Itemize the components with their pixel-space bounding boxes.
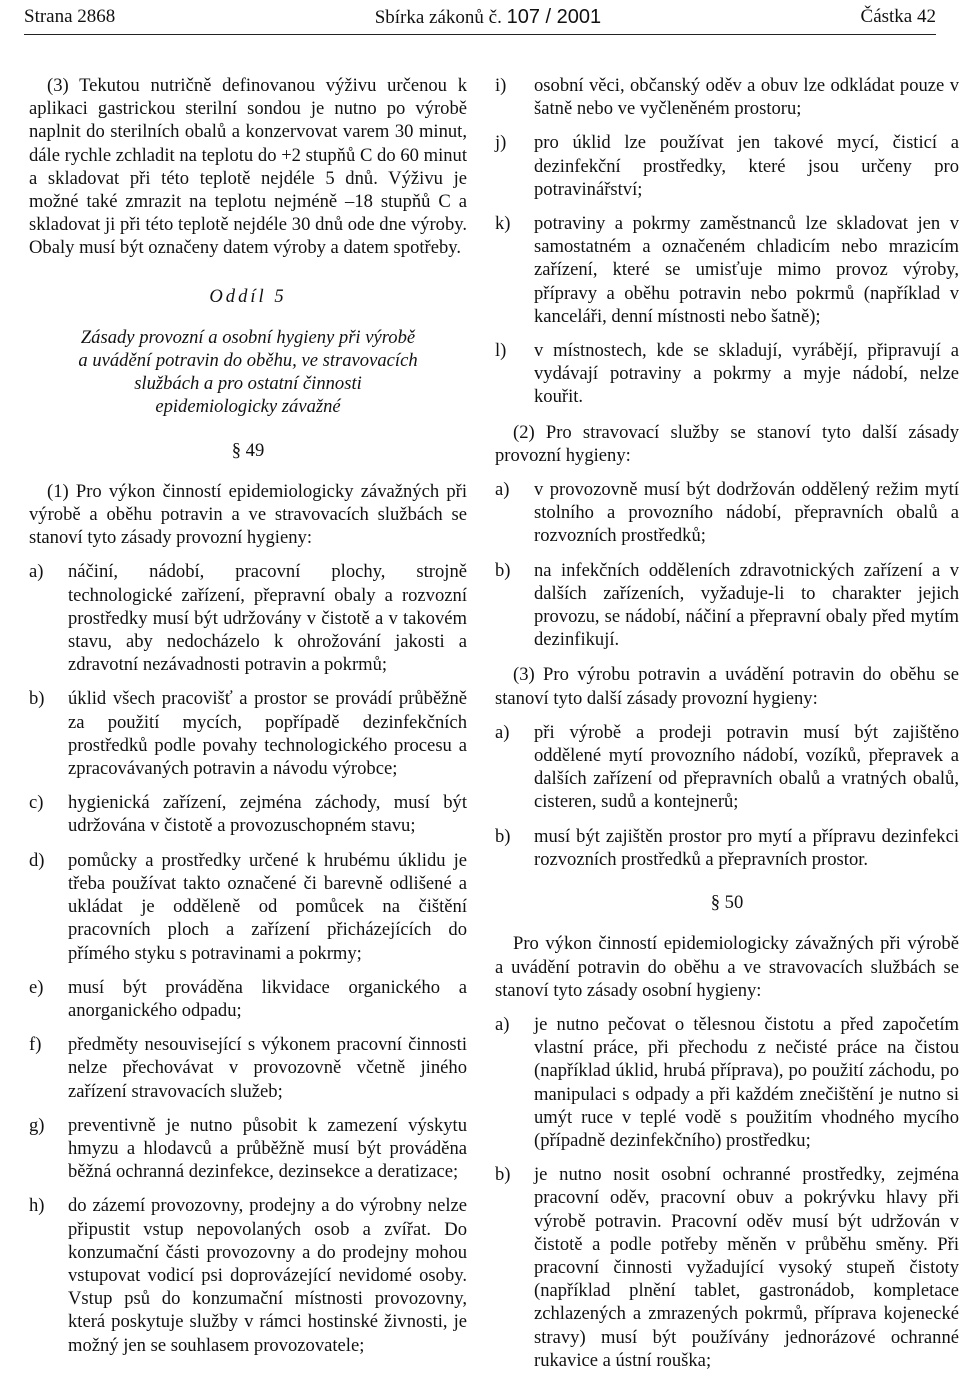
list-item [29,1194,467,1356]
list-label: a) [29,561,44,583]
list-text: pomůcky a prostředky určené k hrubému úklidu je třeba používat takto označené či barevně odlišené a ukládat je odděleně od pomůcek na čištění pracovních ploch a zařízení přicházejících do přímého styku s potravinami a pokrmy; [68,849,467,964]
list-label: k) [495,213,511,235]
list-label: b) [495,1164,511,1186]
section-49-para-3: (3) Pro výrobu potravin a uvádění potravin do oběhu se stanoví tyto další zásady provozní hygieny: [495,664,959,709]
section-49-para-1: (1) Pro výkon činností epidemiologicky závažných při výrobě a oběhu potravin a ve stravovacích službách se stanoví tyto zásady provozní hygieny: [29,480,467,549]
list-item [29,976,467,1022]
list-label: b) [495,825,511,847]
list-item [495,131,959,201]
list-text: osobní věci, občanský oděv a obuv lze odkládat pouze v šatně nebo ve vyčleněném prostoru; [534,75,959,120]
list-label: e) [29,976,44,998]
list-item [495,478,959,548]
list-text: je nutno nosit osobní ochranné prostředky, zejména pracovní oděv, pracovní obuv a pokrývku hlavy při výrobě potravin. Pracovní oděv musí být udržován v čistotě a podle potřeby měněn v průběhu směny. Při pracovní činnosti vyžadující vysoký stupeň čistoty (například plnění tablet, gastronádob, kompletace zchlazených a zmrazených pokrmů, příprava kojenecké stravy) musí být používány jednorázové ochranné rukavice a ústní rouška; [534,1164,959,1371]
list-label: b) [495,559,511,581]
left-column [29,74,467,1368]
list-label: g) [29,1114,45,1136]
list-item [495,825,959,871]
list-text: náčiní, nádobí, pracovní plochy, strojně technologické zařízení, přepravní obaly a rozvozní prostředky musí být udržovány v čistotě a v takovém stavu, aby nedocházelo k ohrožování jakosti a zdravotní nezávadnosti potravin a pokrmů; [68,561,467,676]
collection-number: 107 / 2001 [506,5,602,28]
paragraph-3-intro: (3) Tekutou nutričně definovanou výživu určenou k aplikaci gastrickou sterilní sondou je nutno po výrobě naplnit do sterilních obalů a konzervovat varem 30 minut, dále rychle zchladit na teplotu do +2 stupňů C do 60 minut a skladovat při této teplotě nejdéle 5 dnů. Výživu je možné také zmrazit na teplotu nejméně –18 stupňů C a skladovat ji při této teplotě nejdéle 30 dnů ode dne výroby. Obaly musí být označeny datem výroby a datem spotřeby. [29,75,467,259]
issue-number: Částka 42 [860,6,936,27]
collection-name: Sbírka zákonů č. [374,6,507,28]
list-text: do zázemí provozovny, prodejny a do výrobny nelze připustit vstup nepovolaných osob a zvířat. Do konzumační části provozovny a do prodejny mohou vstupovat vodicí psi doprovázející nevidomé osoby. Vstup psů do konzumační místnosti provozovny, která poskytuje služby v rámci hostinské živnosti, je možný jen se souhlasem provozovatele; [68,1195,467,1356]
list-label: a) [495,1013,510,1035]
list-label: a) [495,721,510,743]
list-label: a) [495,479,510,501]
list-item [29,849,467,965]
list-text: potraviny a pokrmy zaměstnanců lze skladovat jen v samostatném a označeném chladicím nebo mrazicím zařízení, které se umisťuje mimo provoz výroby, přípravy a oběhu potravin nebo pokrmů (například v kanceláři, denní místnosti nebo šatně); [534,213,959,327]
list-item [495,1163,959,1372]
list-label: j) [495,132,507,154]
page-header [24,4,936,30]
list-text: úklid všech pracovišť a prostor se provádí průběžně za použití mycích, popřípadě dezinfekčních prostředků podle povahy technologického procesu a zpracovávaných potravin a návodu výrobce; [68,688,467,780]
list-text: předměty nesouvisející s výkonem pracovní činnosti nelze přechovávat v provozovně včetně jiného zařízení stravovacích služeb; [68,1034,467,1102]
list-item [29,560,467,676]
page-number: Strana 2868 [24,6,116,27]
section-50-para: Pro výkon činností epidemiologicky závažných při výrobě a uvádění potravin do oběhu a ve stravovacích službách se stanoví tyto zásady osobní hygieny: [495,933,959,1001]
list-text: na infekčních odděleních zdravotnických zařízení a v dalších zařízeních, vyžaduje-li to charakter jejich provozu, se nádobí, náčiní a přepravní obaly před mytím dezinfikují. [534,559,959,651]
list-item [495,74,959,120]
list-text: je nutno pečovat o tělesnou čistotu a před započetím vlastní práce, při přechodu z nečisté práce na čistou (například úklid, hrubá příprava), po použití záchodu, po manipulaci s odpady a při každém znečištění je nutno si umýt ruce v teplé vodě s použitím vhodného mycího (případně dezinfekčního) prostředku; [534,1013,959,1151]
list-label: i) [495,75,507,96]
header-rule [24,34,936,35]
list-label: c) [29,792,44,814]
collection-title [375,6,601,29]
list-label: b) [29,688,45,710]
division-title: Oddíl 5 [209,285,287,307]
division-heading-line: službách a pro ostatní činnosti [134,373,362,395]
list-text: v provozovně musí být dodržován oddělený režim mytí stolního a provozního nádobí, přepravních obalů a rozvozních prostředků; [534,479,959,547]
list-item [29,1114,467,1184]
list-item [29,1033,467,1103]
division-heading-line: a uvádění potravin do oběhu, ve stravovacích [78,350,418,372]
list-text: musí být zajištěn prostor pro mytí a přípravu dezinfekci rozvozních prostředků a přepravních prostor. [534,825,959,870]
list-item [29,687,467,780]
division-heading-line: epidemiologicky závažné [155,396,341,418]
list-item [495,212,959,328]
division-heading [29,326,467,419]
list-text: musí být prováděna likvidace organického a anorganického odpadu; [68,976,467,1021]
list-text: při výrobě a prodeji potravin musí být zajištěno oddělené mytí provozního nádobí, vozíků, přepravek a dalších zařízení od přepravních obalů a vratných obalů, cisteren, sudů a kontejnerů; [534,721,959,813]
list-item [495,559,959,652]
right-column [495,74,959,1383]
list-item [495,1013,959,1152]
division-heading-line: Zásady provozní a osobní hygieny při výrobě [80,326,416,348]
list-label: d) [29,849,45,871]
list-label: f) [29,1034,42,1056]
list-text: preventivně je nutno působit k zamezení výskytu hmyzu a hlodavců a průběžně musí být prováděna běžná ochranná dezinfekce, dezinsekce a deratizace; [68,1114,467,1183]
list-text: pro úklid lze používat jen takové mycí, čisticí a dezinfekční prostředky, které jsou určeny pro potravinářství; [534,132,959,200]
list-text: v místnostech, kde se skladují, vyrábějí, připravují a vydávají potraviny a pokrmy a myje nádobí, nelze kouřit. [534,340,959,408]
list-item [495,339,959,409]
section-50-title: § 50 [710,892,744,914]
list-label: h) [29,1195,45,1217]
section-49-para-2: (2) Pro stravovací služby se stanoví tyto další zásady provozní hygieny: [495,421,959,466]
list-item [29,791,467,837]
list-label: l) [495,340,507,362]
list-item [495,721,959,814]
list-text: hygienická zařízení, zejména záchody, musí být udržována v čistotě a provozuschopném stavu; [68,792,467,837]
section-49-title: § 49 [231,439,265,461]
